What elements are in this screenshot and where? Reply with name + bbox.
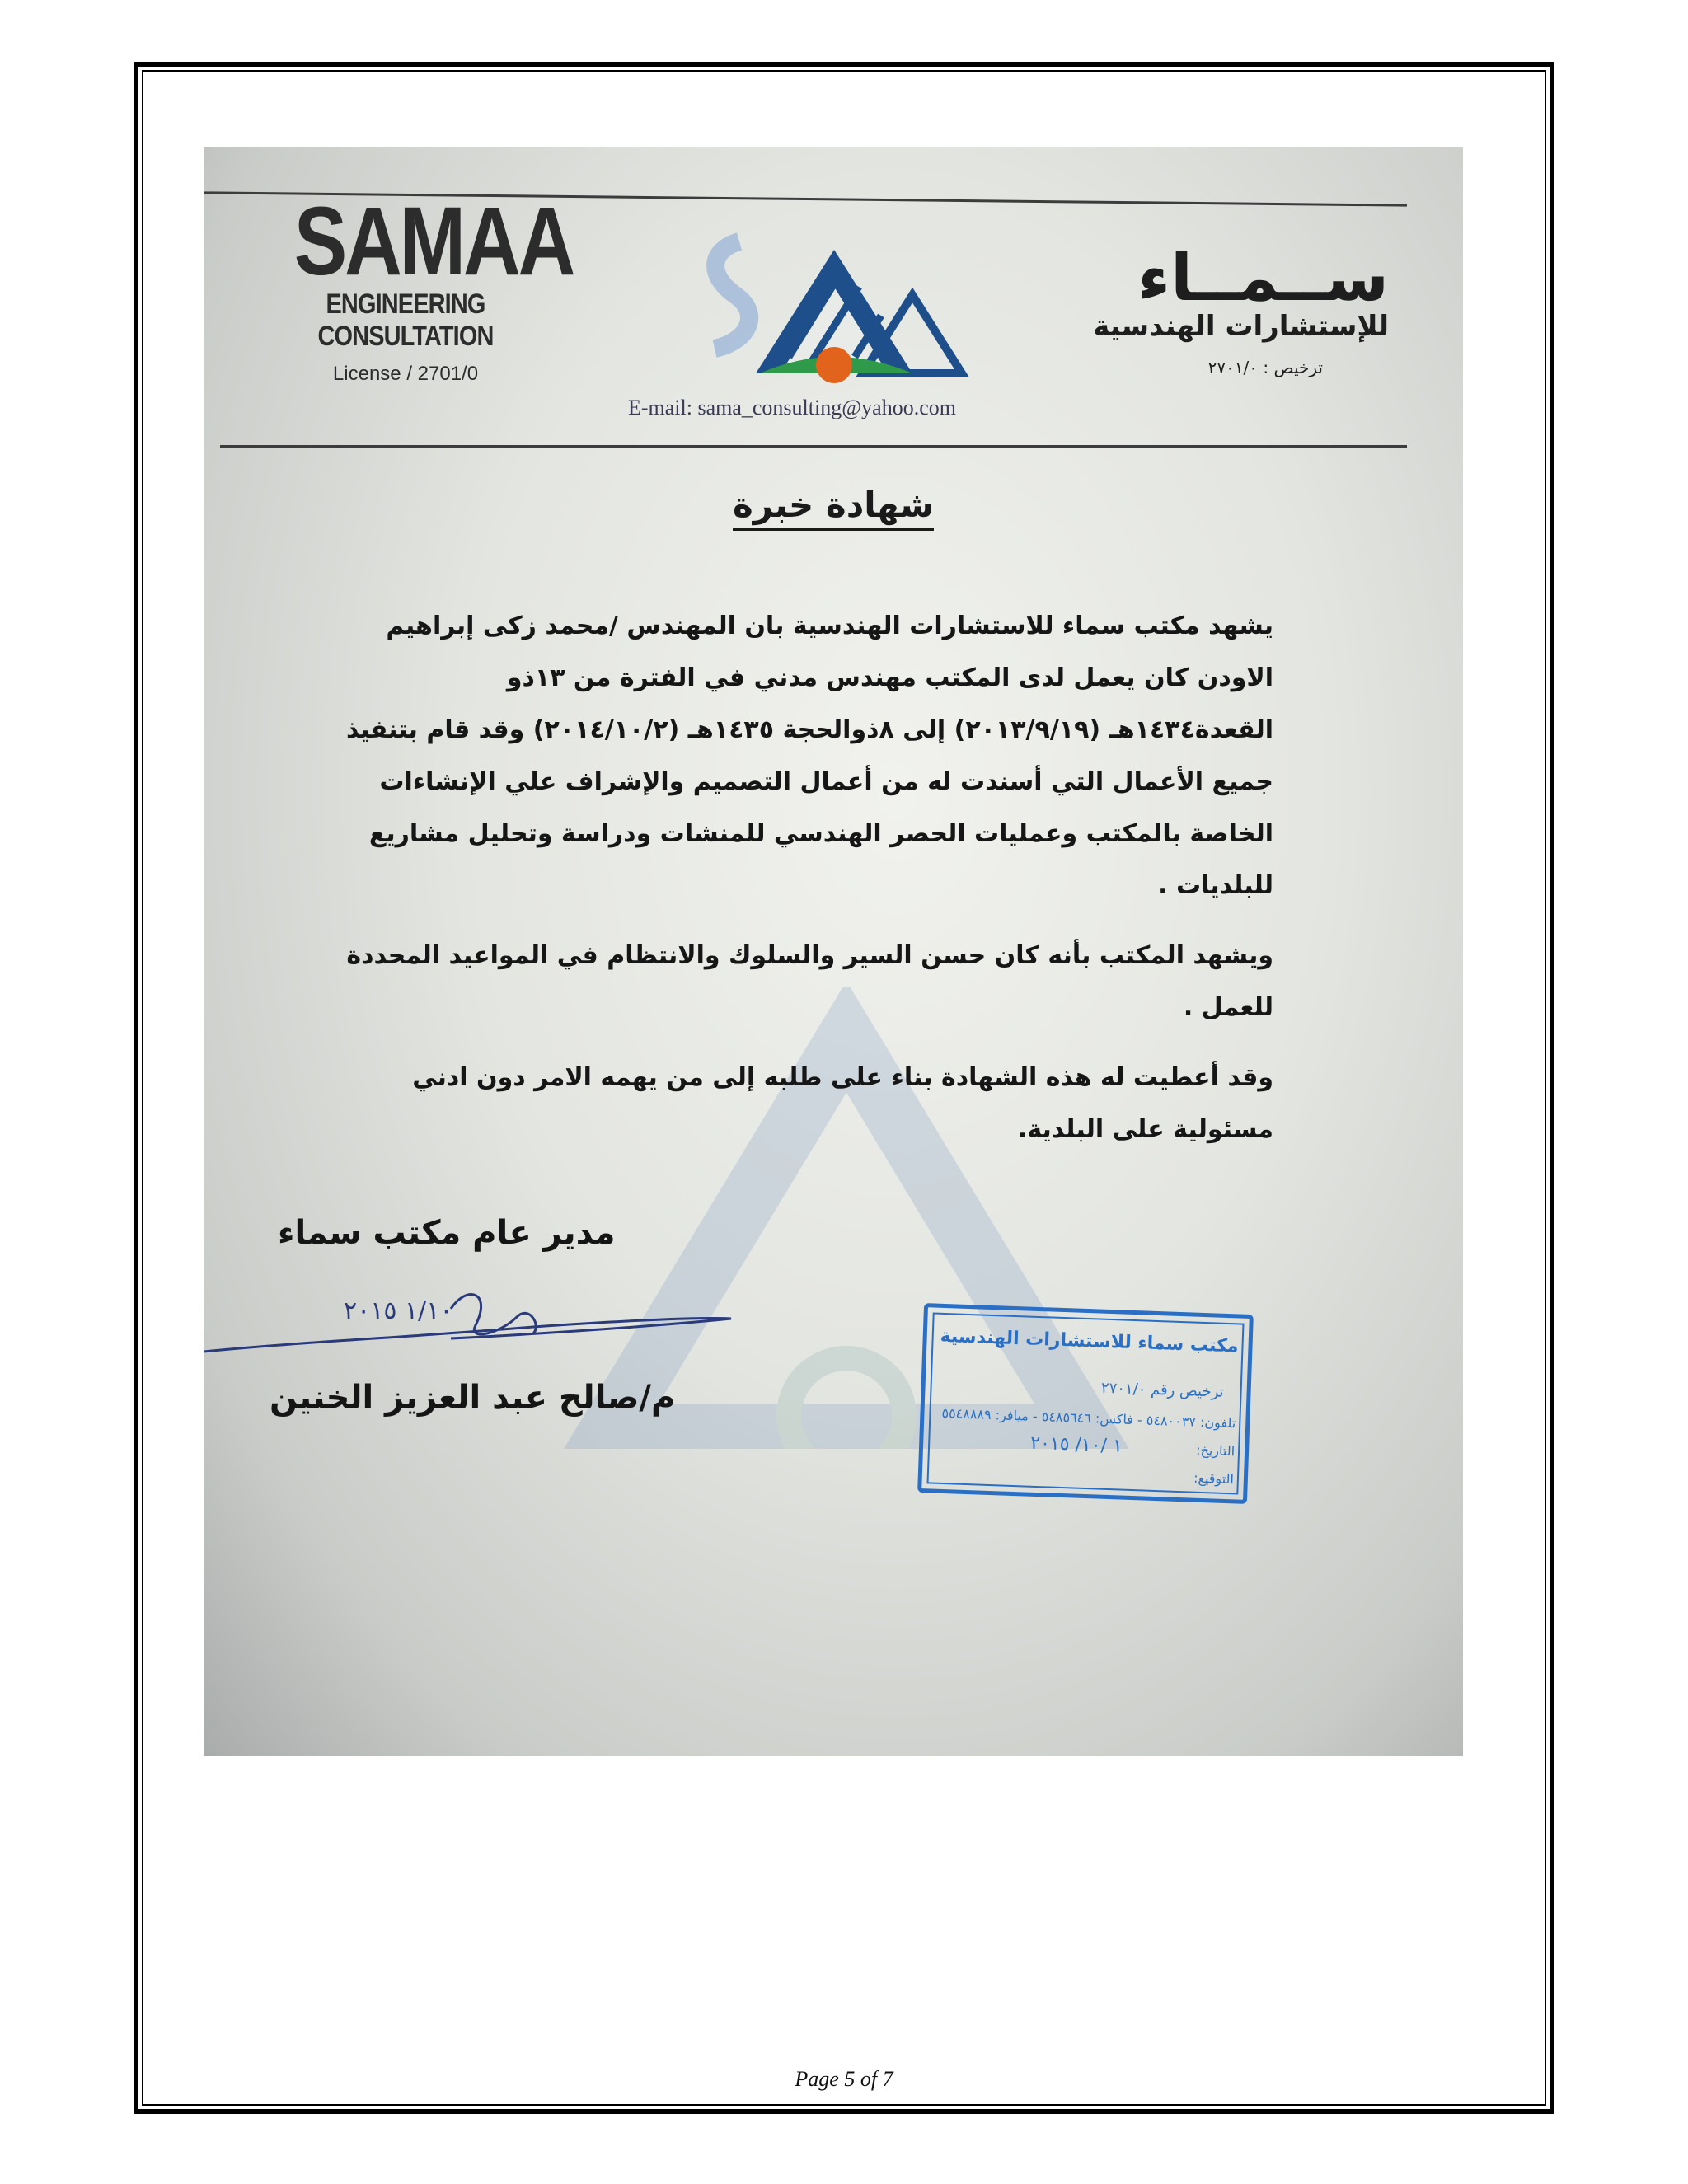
- stamp-contact: تلفون: ٥٤٨٠٠٣٧ - فاكس: ٥٤٨٥٦٤٦ - ميافر: ٥٥٤٨٨٨٩: [941, 1404, 1236, 1432]
- certificate-photo: [204, 147, 1463, 1756]
- company-name-en: SAMAA: [293, 187, 574, 296]
- document-title: شهادة خبرة: [204, 485, 1463, 525]
- company-subtitle-en: ENGINEERING CONSULTATION: [317, 288, 494, 352]
- company-name-ar: ســمــاء: [1137, 241, 1389, 316]
- license-en: License / 2701/0: [332, 363, 479, 385]
- header-bottom-rule: [220, 445, 1407, 448]
- certificate-body: [334, 600, 1273, 1155]
- stamp-date-value: ١ /١٠/ ٢٠١٥: [1029, 1432, 1123, 1457]
- svg-text:١/١٠ ٢٠١٥: ١/١٠ ٢٠١٥: [344, 1296, 453, 1325]
- paragraph-issuance: وقد أعطيت له هذه الشهادة بناء على طلبه إلى من يهمه الامر دون ادني مسئولية على البلدية.: [412, 1063, 1273, 1144]
- page-number: Page 5 of 7: [795, 2067, 893, 2091]
- company-logo-icon: [665, 217, 978, 398]
- stamp-date-label: التاريخ:: [1195, 1441, 1236, 1460]
- paragraph-conduct: ويشهد المكتب بأنه كان حسن السير والسلوك والانتظام في المواعيد المحددة للعمل .: [346, 941, 1273, 1022]
- company-email: E-mail: sama_consulting@yahoo.com: [628, 396, 956, 419]
- stamp-office-name: مكتب سماء للاستشارات الهندسية: [940, 1325, 1239, 1357]
- office-stamp: [917, 1303, 1254, 1504]
- signatory-name: م/صالح عبد العزيز الخنين: [270, 1379, 676, 1417]
- handwritten-signature-icon: [204, 1276, 797, 1383]
- license-ar: ترخيص : ٢٧٠١/٠: [1207, 358, 1323, 377]
- stamp-sign-label: التوقيع:: [1193, 1469, 1235, 1488]
- signatory-title: مدير عام مكتب سماء: [278, 1214, 616, 1252]
- letterhead-english: [270, 187, 574, 386]
- paragraph-main: يشهد مكتب سماء للاستشارات الهندسية بان المهندس /محمد زكى إبراهيم الاودن كان يعمل لدى المكتب مهندس مدني في الفترة من ١٣ذو القعدة١٤٣٤هـ (٢٠١٣/٩/١٩) إلى ٨ذوالحجة ١٤٣٥هـ (٢٠١٤/١٠/٢) وقد قام بتنفيذ جميع الأعمال التي أسندت له من أعمال التصميم والإشراف علي الإنشاءات الخاصة بالمكتب وعمليات الحصر الهندسي للمنشات ودراسة وتحليل مشاريع للبلديات .: [345, 612, 1273, 900]
- stamp-license: ترخيص رقم ٢٧٠١/٠: [1100, 1379, 1224, 1401]
- company-subtitle-ar: للإستشارات الهندسية: [1093, 310, 1389, 343]
- letterhead-arabic: [1092, 241, 1389, 377]
